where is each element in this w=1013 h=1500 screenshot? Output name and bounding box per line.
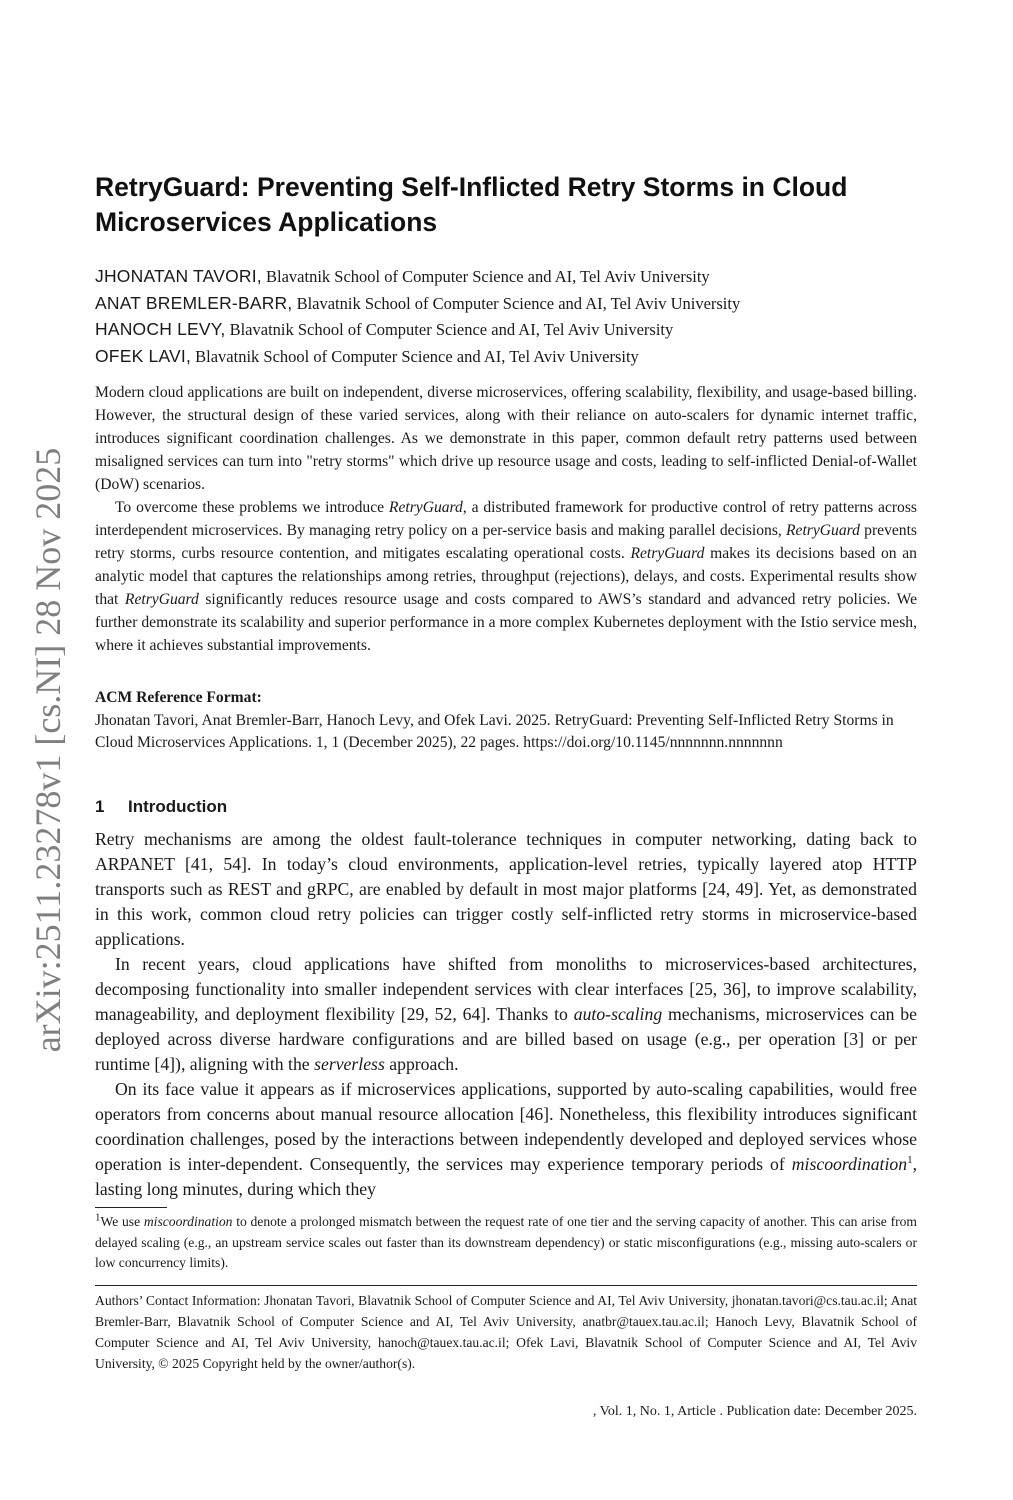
body-paragraph: On its face value it appears as if microservices applications, supported by auto-scaling capabilities, would free operators from concerns about manual resource allocation [46]. Nonetheless, this flexibility introduces significant coordination challenges, posed by the interactions between independently developed and deployed services whose operation is inter-dependent. Consequently, the services may experience temporary periods of miscoordination$^1$, lasting long minutes, during which they: [95, 1079, 917, 1199]
author-list: [95, 263, 925, 369]
introduction-body: [95, 827, 917, 1202]
abstract-paragraph: To overcome these problems we introduce RetryGuard, a distributed framework for productive control of retry patterns across interdependent microservices. By managing retry policy on a per-service basis and making parallel decisions, RetryGuard prevents retry storms, curbs resource contention, and mitigates escalating operational costs. RetryGuard makes its decisions based on an analytic model that captures the relationships among retries, throughput (rejections), delays, and costs. Experimental results show that RetryGuard significantly reduces resource usage and costs compared to AWS’s standard and advanced retry policies. We further demonstrate its scalability and superior performance in a more complex Kubernetes deployment with the Istio service mesh, where it achieves substantial improvements.: [95, 499, 918, 654]
author-entry: [95, 263, 925, 290]
author-affiliation: Blavatnik School of Computer Science and AI, Tel Aviv University: [195, 346, 639, 366]
author-affiliation: Blavatnik School of Computer Science and AI, Tel Aviv University: [296, 293, 741, 313]
body-paragraph: Retry mechanisms are among the oldest fault-tolerance techniques in computer networking, dating back to ARPANET [41, 54]. In today’s cloud environments, application-level retries, typically layered atop HTTP transports such as REST and gRPC, are enabled by default in most major platforms [24, 49]. Yet, as demonstrated in this work, common cloud retry policies can trigger costly self-inflicted retry storms in microservice-based applications.: [95, 829, 917, 949]
author-entry: [95, 343, 925, 370]
footnote: $^1$We use miscoordination to denote a prolonged mismatch between the request rate of one tier and the serving capacity of another. This can arise from delayed scaling (e.g., an upstream service scales out faster than its downstream dependency) or static misconfigurations (e.g., missing auto-scalers or low concurrency limits).: [95, 1211, 917, 1270]
arxiv-identifier: arXiv:2511.23278v1 [cs.NI] 28 Nov 2025: [28, 447, 68, 1053]
contact-rule: [95, 1285, 917, 1286]
section-title: Introduction: [128, 797, 228, 816]
section-number: 1: [95, 797, 105, 816]
author-affiliation: Blavatnik School of Computer Science and AI, Tel Aviv University: [266, 267, 710, 286]
footnote-mark[interactable]: 1: [907, 1154, 913, 1167]
footnote-rule: [95, 1207, 167, 1208]
author-name: OFEK LAVI,: [95, 345, 192, 366]
paper-title: RetryGuard: Preventing Self-Inflicted Retry Storms in Cloud Microservices Applications: [95, 172, 848, 237]
author-name: JHONATAN TAVORI,: [95, 266, 262, 286]
author-name: HANOCH LEVY,: [95, 319, 226, 339]
author-entry: [95, 316, 925, 343]
section-heading: [95, 797, 917, 817]
abstract: [95, 381, 917, 657]
author-name: ANAT BREMLER-BARR,: [95, 292, 293, 313]
publication-info: , Vol. 1, No. 1, Article . Publication date: December 2025.: [592, 1404, 917, 1419]
body-paragraph: In recent years, cloud applications have shifted from monoliths to microservices-based architectures, decomposing functionality into smaller independent services with clear interfaces [25, 36], to improve scalability, manageability, and deployment flexibility [29, 52, 64]. Thanks to auto-scaling mechanisms, microservices can be deployed across diverse hardware configurations and are billed based on usage (e.g., per operation [3] or per runtime [4]), aligning with the serverless approach.: [95, 954, 917, 1074]
acm-reference-text: Jhonatan Tavori, Anat Bremler-Barr, Hanoch Levy, and Ofek Lavi. 2025. RetryGuard: Preventing Self-Inflicted Retry Storms in Cloud Microservices Applications. 1, 1 (December 2025), 22 pages. https://doi.org/10.1145/nnnnnnn.nnnnnnn: [95, 711, 894, 751]
author-entry: [95, 290, 925, 317]
abstract-paragraph: Modern cloud applications are built on independent, diverse microservices, offering scalability, flexibility, and usage-based billing. However, the structural design of these varied services, along with their reliance on auto-scalers for dynamic internet traffic, introduces significant coordination challenges. As we demonstrate in this paper, common default retry patterns used between misaligned services can turn into "retry storms" which drive up resource usage and costs, leading to self-inflicted Denial-of-Wallet (DoW) scenarios.: [95, 384, 917, 493]
author-contact-info: Authors’ Contact Information: Jhonatan Tavori, Blavatnik School of Computer Science and AI, Tel Aviv University, jhonatan.tavori@cs.tau.ac.il; Anat Bremler-Barr, Blavatnik School of Computer Science and AI, Tel Aviv University, anatbr@tauex.tau.ac.il; Hanoch Levy, Blavatnik School of Computer Science and AI, Tel Aviv University, hanoch@tauex.tau.ac.il; Ofek Lavi, Blavatnik School of Computer Science and AI, Tel Aviv University, © 2025 Copyright held by the owner/author(s).: [95, 1293, 917, 1371]
author-affiliation: Blavatnik School of Computer Science and AI, Tel Aviv University: [229, 320, 674, 339]
acm-reference-heading: ACM Reference Format:: [95, 689, 262, 706]
acm-reference: [95, 687, 917, 755]
